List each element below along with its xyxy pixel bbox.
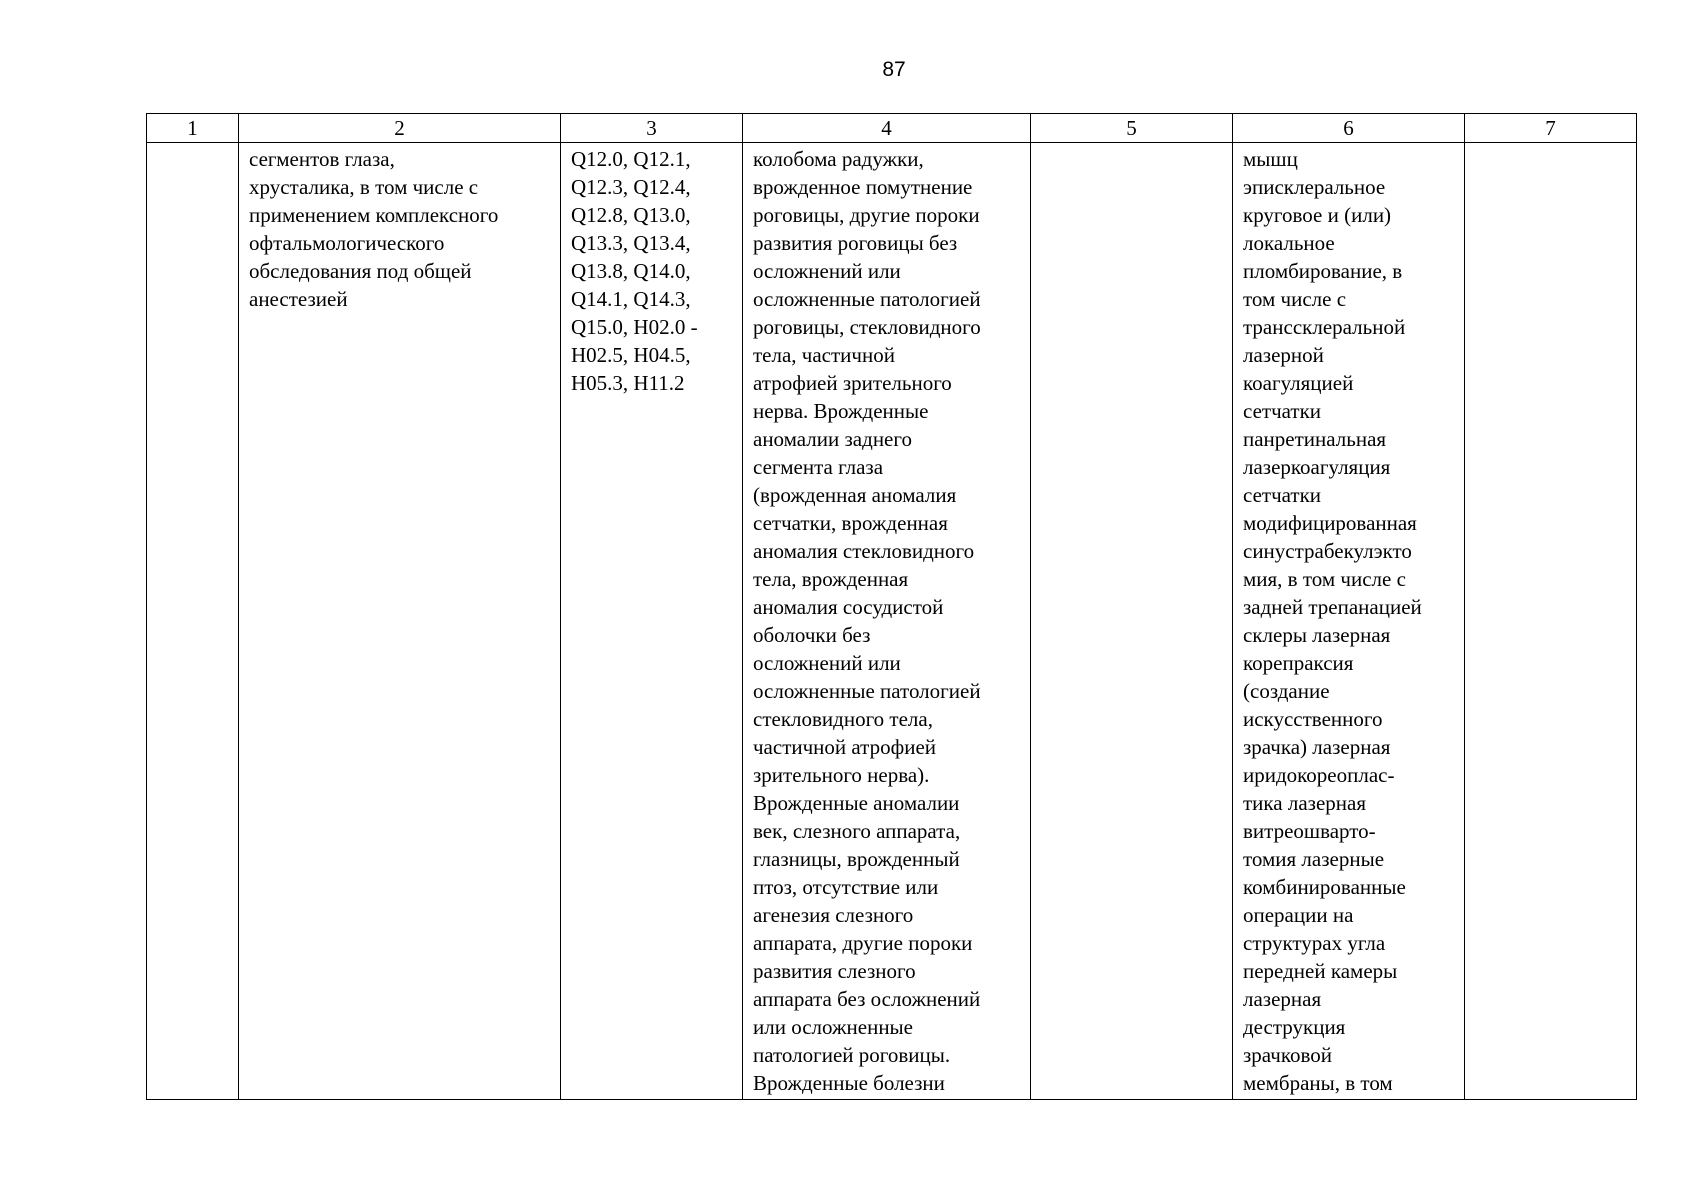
cell-text-line: зрительного нерва). — [753, 763, 930, 787]
cell-text-line: тика лазерная — [1243, 791, 1367, 815]
cell-text-line: сетчатки, врожденная — [753, 511, 948, 535]
cell-text-line: круговое и (или) — [1243, 203, 1392, 227]
cell-text-line: сегмента глаза — [753, 455, 884, 479]
cell-text-line: томия лазерные — [1243, 847, 1385, 871]
cell-text-line: осложненные патологией — [753, 679, 981, 703]
cell-text-line: офтальмологического — [249, 231, 445, 255]
cell-text-line: применением комплексного — [249, 203, 499, 227]
cell-text-line: коагуляцией — [1243, 371, 1354, 395]
cell-text-line: Q13.3, Q13.4, — [571, 231, 691, 255]
cell-text-line: корепраксия — [1243, 651, 1354, 675]
cell-text-line: Q14.1, Q14.3, — [571, 287, 691, 311]
cell-text-line: или осложненные — [753, 1015, 913, 1039]
column-header-2: 2 — [239, 114, 561, 143]
cell-text-line: модифицированная — [1243, 511, 1417, 535]
cell-text-line: том числе с — [1243, 287, 1347, 311]
cell-text-line: аномалии заднего — [753, 427, 912, 451]
cell-text-line: структурах угла — [1243, 931, 1386, 955]
cell-text-line: тела, врожденная — [753, 567, 909, 591]
cell-text-line: анестезией — [249, 287, 348, 311]
cell-text-line: сегментов глаза, — [249, 147, 395, 171]
cell-text-line: роговицы, стекловидного — [753, 315, 981, 339]
cell-text-line: передней камеры — [1243, 959, 1398, 983]
cell-text-line: стекловидного тела, — [753, 707, 933, 731]
cell-text-line: задней трепанацией — [1243, 595, 1422, 619]
cell-text-line: врожденное помутнение — [753, 175, 973, 199]
cell-text-line: оболочки без — [753, 623, 871, 647]
cell-text-line: патологией роговицы. — [753, 1043, 951, 1067]
cell-text-line: осложненные патологией — [753, 287, 981, 311]
cell-col-6-treatment-methods — [1233, 143, 1465, 1100]
cell-text-line: аномалия стекловидного — [753, 539, 975, 563]
table-row — [147, 143, 1637, 1100]
cell-text-line: атрофией зрительного — [753, 371, 952, 395]
cell-text-line: мия, в том числе с — [1243, 567, 1406, 591]
page-number: 87 — [882, 58, 906, 81]
cell-text-line: пломбирование, в — [1243, 259, 1403, 283]
cell-text-line: птоз, отсутствие или — [753, 875, 939, 899]
column-header-4: 4 — [743, 114, 1031, 143]
cell-text-line: комбинированные — [1243, 875, 1406, 899]
cell-text-line: панретинальная — [1243, 427, 1387, 451]
cell-text-line: транссклеральной — [1243, 315, 1406, 339]
cell-text-line: роговицы, другие пороки — [753, 203, 980, 227]
column-header-1: 1 — [147, 114, 239, 143]
cell-text-line: обследования под общей — [249, 259, 472, 283]
cell-text-line: тела, частичной — [753, 343, 895, 367]
cell-col-1 — [147, 143, 239, 1100]
cell-text-line: Q12.8, Q13.0, — [571, 203, 691, 227]
cell-text-line: Q12.0, Q12.1, — [571, 147, 691, 171]
cell-col-3-icd-codes — [561, 143, 743, 1100]
cell-text-line: синустрабекулэкто — [1243, 539, 1412, 563]
cell-text-line: аппарата без осложнений — [753, 987, 981, 1011]
cell-text-line: развития роговицы без — [753, 231, 958, 255]
cell-text-line: осложнений или — [753, 259, 901, 283]
cell-text-line: нерва. Врожденные — [753, 399, 929, 423]
cell-text-line: H02.5, H04.5, — [571, 343, 691, 367]
cell-text-line: мышц — [1243, 147, 1298, 171]
cell-text-line: склеры лазерная — [1243, 623, 1391, 647]
column-header-7: 7 — [1465, 114, 1637, 143]
cell-col-5 — [1031, 143, 1233, 1100]
cell-text-line: лазерная — [1243, 987, 1322, 1011]
cell-text-line: Врожденные аномалии — [753, 791, 960, 815]
cell-text-line: (создание — [1243, 679, 1330, 703]
table-header-row — [147, 114, 1637, 143]
cell-text-line: век, слезного аппарата, — [753, 819, 961, 843]
cell-text-line: локальное — [1243, 231, 1335, 255]
cell-text-line: аномалия сосудистой — [753, 595, 944, 619]
cell-text-line: Q13.8, Q14.0, — [571, 259, 691, 283]
cell-text-line: агенезия слезного — [753, 903, 914, 927]
column-header-3: 3 — [561, 114, 743, 143]
cell-text-line: лазерной — [1243, 343, 1324, 367]
cell-col-2-procedure-scope — [239, 143, 561, 1100]
cell-text-line: развития слезного — [753, 959, 916, 983]
column-header-6: 6 — [1233, 114, 1465, 143]
column-header-5: 5 — [1031, 114, 1233, 143]
cell-text-line: искусственного — [1243, 707, 1383, 731]
cell-text-line: витреошварто- — [1243, 819, 1376, 843]
cell-text-line: Врожденные болезни — [753, 1071, 945, 1095]
cell-col-4-diagnosis — [743, 143, 1031, 1100]
cell-text-line: осложнений или — [753, 651, 901, 675]
cell-text-line: (врожденная аномалия — [753, 483, 957, 507]
cell-text-line: хрусталика, в том числе с — [249, 175, 479, 199]
cell-text-line: мембраны, в том — [1243, 1071, 1393, 1095]
cell-text-line: H05.3, H11.2 — [571, 371, 685, 395]
cell-text-line: Q15.0, H02.0 - — [571, 315, 698, 339]
cell-text-line: зрачка) лазерная — [1243, 735, 1391, 759]
cell-text-line: сетчатки — [1243, 399, 1322, 423]
cell-text-line: деструкция — [1243, 1015, 1346, 1039]
cell-text-line: глазницы, врожденный — [753, 847, 960, 871]
cell-col-7 — [1465, 143, 1637, 1100]
cell-text-line: частичной атрофией — [753, 735, 937, 759]
cell-text-line: сетчатки — [1243, 483, 1322, 507]
cell-text-line: колобома радужки, — [753, 147, 924, 171]
cell-text-line: лазеркоагуляция — [1243, 455, 1391, 479]
cell-text-line: Q12.3, Q12.4, — [571, 175, 691, 199]
cell-text-line: зрачковой — [1243, 1043, 1332, 1067]
cell-text-line: операции на — [1243, 903, 1354, 927]
cell-text-line: иридокореоплас- — [1243, 763, 1395, 787]
cell-text-line: эписклеральное — [1243, 175, 1386, 199]
document-table — [146, 113, 1637, 1100]
cell-text-line: аппарата, другие пороки — [753, 931, 973, 955]
